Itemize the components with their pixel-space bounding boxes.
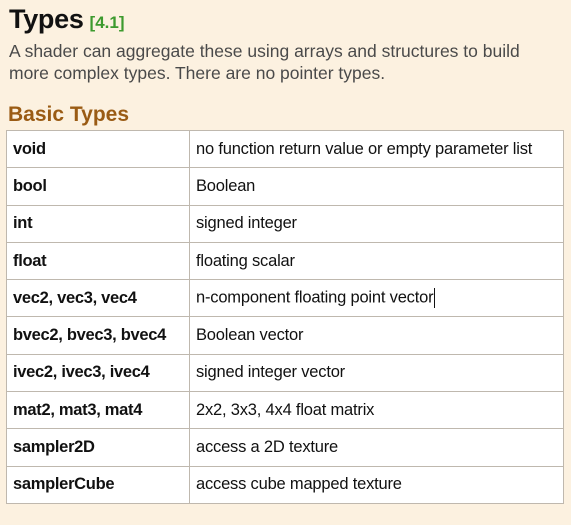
type-description: no function return value or empty parameter list [190,131,564,168]
title-row [9,4,125,35]
section-reference: [4.1] [89,13,125,32]
type-description: Boolean vector [190,317,564,354]
type-name: sampler2D [7,429,190,466]
page-title: Types [9,4,84,34]
text-cursor [434,288,435,308]
type-description: access cube mapped texture [190,466,564,503]
basic-types-table [6,130,564,504]
type-description-text: n-component floating point vector [196,288,434,307]
type-name: bool [7,168,190,205]
type-name: ivec2, ivec3, ivec4 [7,354,190,391]
type-name: samplerCube [7,466,190,503]
table-row [7,392,564,429]
intro-line-2: more complex types. There are no pointer types. [9,63,386,83]
type-name: int [7,205,190,242]
table-row [7,242,564,279]
type-description[interactable] [190,280,564,317]
table-row [7,466,564,503]
table-row [7,354,564,391]
intro-line-1: A shader can aggregate these using arrays and structures to build [9,41,520,61]
table-row [7,317,564,354]
type-description: signed integer vector [190,354,564,391]
type-description: floating scalar [190,242,564,279]
type-description: Boolean [190,168,564,205]
type-description: 2x2, 3x3, 4x4 float matrix [190,392,564,429]
intro-paragraph [9,40,569,84]
type-name: float [7,242,190,279]
table-row [7,280,564,317]
table-row [7,168,564,205]
type-name: void [7,131,190,168]
type-name: bvec2, bvec3, bvec4 [7,317,190,354]
type-description: signed integer [190,205,564,242]
type-description: access a 2D texture [190,429,564,466]
basic-types-heading: Basic Types [8,103,130,126]
table-row [7,429,564,466]
type-name: mat2, mat3, mat4 [7,392,190,429]
type-name: vec2, vec3, vec4 [7,280,190,317]
table-row [7,131,564,168]
table-row [7,205,564,242]
